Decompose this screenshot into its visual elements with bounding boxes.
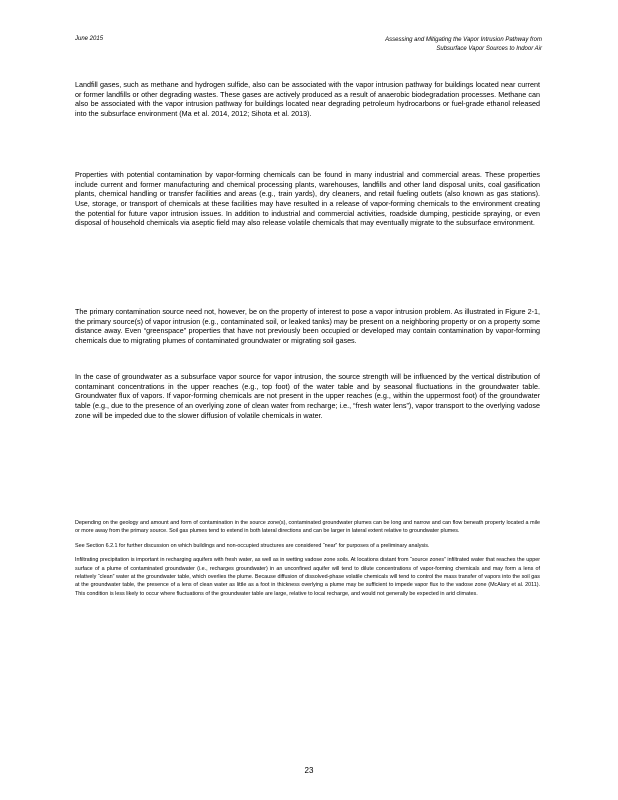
paragraph-contaminated-properties: Properties with potential contamination by vapor-forming chemicals can be found in many industrial and commercial areas. These properties include current and former manufacturing and chemical processing plants, warehouses, landfills and other land disposal units, coal gasification plants, chemical handling or transfer facilities and areas (e.g., train yards), dry cleaners, and retail fueling outlets (also known as gas stations). Use, storage, or transport of chemicals at these facilities may have resulted in a release of vapor-forming chemicals to the environment creating the potential for future vapor intrusion issues. In addition to industrial and commercial activities, roadside dumping, pesticide spraying, or even disposal of household chemicals via aseptic field may also release volatile chemicals that may eventually migrate to the subsurface environment. — [75, 170, 540, 228]
footnote-near-buildings: See Section 6.2.1 for further discussion on which buildings and non-occupied structures are considered “near” for purposes of a preliminary analysis. — [75, 542, 430, 549]
header-title-line1: Assessing and Mitigating the Vapor Intrusion Pathway from — [385, 37, 542, 43]
footnote-plumes: Depending on the geology and amount and form of contamination in the source zone(s), contaminated groundwater plumes can be long and narrow and can flow beneath property located a mile or more away from the primary source. Soil gas plumes tend to extend in both lateral directions and can be larger in lateral extent relative to groundwater plumes. — [75, 520, 540, 535]
paragraph-groundwater-source: In the case of groundwater as a subsurface vapor source for vapor intrusion, the source strength will be influenced by the vertical distribution of contaminant concentrations in the upper reaches (e.g., top foot) of the water table and by seasonal fluctuations in the groundwater table. Groundwater flux of vapors. If vapor-forming chemicals are not present in the upper reaches (e.g., within the uppermost foot) of the groundwater table (e.g., due to the presence of an overlying zone of clean water from recharge; i.e., “fresh water lens”), vapor transport to the overlying vadose zone will be impeded due to the slower diffusion of volatile chemicals in water. — [75, 372, 540, 420]
paragraph-primary-source: The primary contamination source need not, however, be on the property of interest to pose a vapor intrusion problem. As illustrated in Figure 2-1, the primary source(s) of vapor intrusion (e.g., contaminated soil, or leaked tanks) may be present on a neighboring property or on a property some distance away. Even “greenspace” properties that have not previously been occupied or developed may contain contamination by vapor-forming chemicals due to migrating plumes of contaminated groundwater or migrating soil gases. — [75, 307, 540, 345]
page-number: 23 — [304, 766, 314, 775]
header-date: June 2015 — [75, 36, 104, 42]
header-title — [292, 36, 542, 54]
footnote-infiltration: Infiltrating precipitation is important in recharging aquifers with fresh water, as well as in wetting vadose zone soils. At locations distant from “source zones” infiltrated water that reaches the upper surface of a plume of contaminated groundwater (i.e., recharges groundwater) in an unconfined aquifer will tend to dilute concentrations of vapor-forming chemicals and may form a lens of relatively “clean” water at the groundwater table, which overlies the plume. Because diffusion of dissolved-phase volatile chemicals will tend to control the mass transfer of vapors into the soil gas at the groundwater table, the presence of a lens of clean water as little as a foot in thickness overlying a plume may be sufficient to impede vapor flux to the vadose zone (McAlary et al. 2011). This condition is less likely to occur where fluctuations of the groundwater table are large, relative to local recharge, and would not generally be expected in arid climates. — [75, 557, 540, 597]
paragraph-landfill-gases: Landfill gases, such as methane and hydrogen sulfide, also can be associated with the vapor intrusion pathway for buildings located near current or former landfills or other degrading wastes. These gases are actively produced as a result of anaerobic biodegradation processes. Methane can also be associated with the vapor intrusion pathway for buildings located near degrading petroleum hydrocarbons or fuel-grade ethanol released into the subsurface environment (Ma et al. 2014, 2012; Sihota et al. 2013). — [75, 80, 540, 118]
footnotes — [75, 519, 540, 604]
header-title-line2: Subsurface Vapor Sources to Indoor Air — [436, 46, 542, 52]
